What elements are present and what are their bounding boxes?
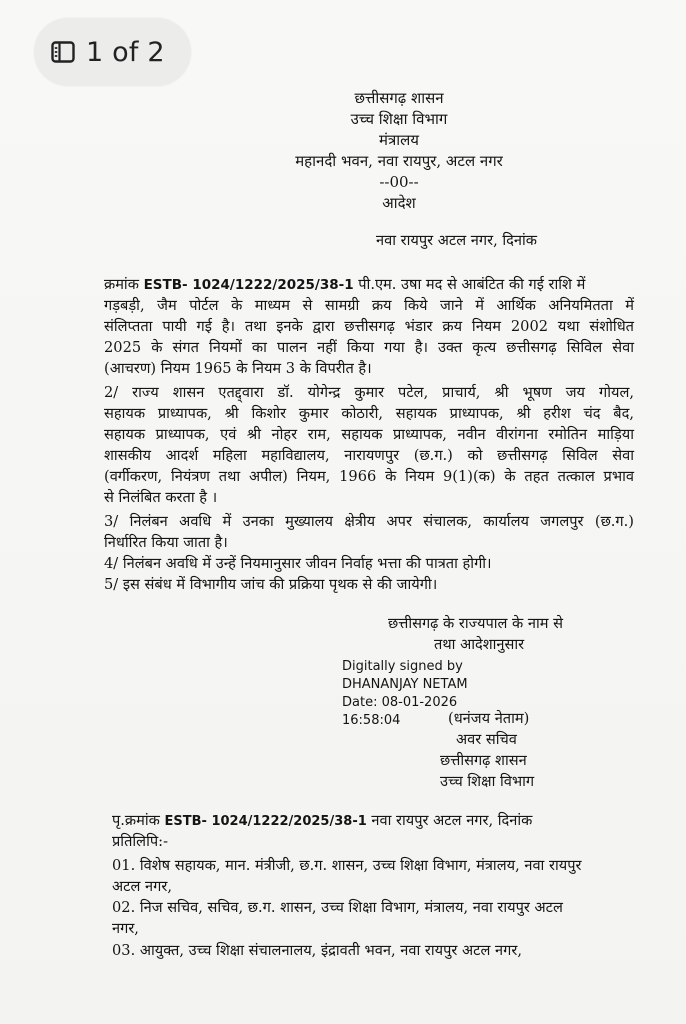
order-para5: 5/ इस संबंध में विभागीय जांच की प्रक्रिया पृथक से की जायेगी। [104, 576, 438, 593]
order-para4: 4/ निलंबन अवधि में उन्हें नियमानुसार जीवन निर्वाह भत्ता की पात्रता होगी। [104, 555, 492, 572]
copy-item-3-line1: 03. आयुक्त, उच्च शिक्षा संचालनालय, इंद्रावती भवन, नवा रायपुर अटल नगर, [112, 942, 522, 959]
digital-signature-time: 16:58:04 [342, 713, 401, 728]
order-para3-line1: 3/ निलंबन अवधि में उनका मुख्यालय क्षेत्रीय अपर संचालक, कार्यालय जगलपुर (छ.ग.) [104, 513, 634, 530]
page-list-icon [48, 37, 78, 67]
digital-signature-name: DHANANJAY NETAM [342, 677, 468, 692]
order-para2-line5: (वर्गीकरण, नियंत्रण तथा अपील) नियम, 1966 के नियम 9(1)(क) के तहत तत्काल प्रभाव [104, 468, 634, 485]
signatory-name: (धनंजय नेताम) [448, 710, 530, 727]
endorsement-place-date: नवा रायपुर अटल नगर, दिनांक [371, 812, 533, 829]
copy-label: प्रतिलिपि:- [112, 833, 168, 850]
page-indicator[interactable] [34, 18, 191, 86]
endorsement-line [112, 811, 532, 832]
endorsement-number: ESTB- 1024/1222/2025/38-1 [164, 814, 367, 829]
date-line: नवा रायपुर अटल नगर, दिनांक [376, 232, 537, 249]
authority-line1: छत्तीसगढ़ के राज्यपाल के नाम से [388, 615, 563, 632]
order-line-1 [104, 275, 634, 295]
authority-line2: तथा आदेशानुसार [434, 636, 525, 653]
copy-item-2-line1: 02. निज सचिव, सचिव, छ.ग. शासन, उच्च शिक्षा विभाग, मंत्रालय, नवा रायपुर अटल [112, 899, 563, 916]
header-ministry: मंत्रालय [378, 131, 419, 149]
header-separator: --00-- [379, 173, 419, 191]
digital-signature-label: Digitally signed by [342, 659, 463, 674]
signatory-office: छत्तीसगढ़ शासन [440, 752, 527, 769]
order-para2-line2: सहायक प्राध्यापक, श्री किशोर कुमार कोठारी, सहायक प्राध्यापक, श्री हरीश चंद बैद, [104, 405, 634, 422]
header-address: महानदी भवन, नवा रायपुर, अटल नगर [295, 152, 503, 170]
header-department: उच्च शिक्षा विभाग [350, 110, 448, 128]
copy-item-2-line2: नगर, [112, 920, 139, 937]
order-para2-line3: सहायक प्राध्यापक, एवं श्री नोहर राम, सहायक प्राध्यापक, नवीन वीरांगना रमोतिन माड़िया [104, 426, 634, 443]
order-para1-line2: गड़बड़ी, जैम पोर्टल के माध्यम से सामग्री क्रय किये जाने में आर्थिक अनियमितता में [104, 297, 634, 314]
header-order-title: आदेश [382, 194, 416, 212]
order-para2-line4: शासकीय आदर्श महिला महाविद्यालय, नारायणपुर (छ.ग.) को छत्तीसगढ़ सिविल सेवा [104, 447, 634, 464]
order-prefix: क्रमांक [104, 276, 139, 293]
order-para1-start: पी.एम. उषा मद से आबंटित की गई राशि में [358, 276, 586, 293]
order-number: ESTB- 1024/1222/2025/38-1 [143, 277, 354, 293]
endorsement-prefix: पृ.क्रमांक [112, 812, 160, 829]
digital-signature-date: Date: 08-01-2026 [342, 695, 458, 710]
header-govt: छत्तीसगढ़ शासन [354, 89, 444, 107]
signatory-designation: अवर सचिव [456, 731, 517, 748]
page-indicator-label: 1 of 2 [86, 36, 165, 68]
copy-item-1-line2: अटल नगर, [112, 878, 172, 895]
order-para2-line6: से निलंबित करता है । [104, 489, 218, 506]
order-para3-line2: निर्धारित किया जाता है। [104, 534, 228, 551]
order-para1-line3: संलिप्तता पायी गई है। तथा इनके द्वारा छत्तीसगढ़ भंडार क्रय नियम 2002 यथा संशोधित [104, 318, 634, 335]
order-para1-line4: 2025 के संगत नियमों का पालन नहीं किया गया है। उक्त कृत्य छत्तीसगढ़ सिविल सेवा [104, 339, 634, 356]
order-para1-line5: (आचरण) नियम 1965 के नियम 3 के विपरीत है। [104, 360, 372, 377]
signatory-department: उच्च शिक्षा विभाग [440, 773, 535, 790]
order-para2-line1: 2/ राज्य शासन एतद्द्वारा डॉ. योगेन्द्र कुमार पटेल, प्राचार्य, श्री भूषण जय गोयल, [104, 384, 634, 401]
copy-item-1-line1: 01. विशेष सहायक, मान. मंत्रीजी, छ.ग. शासन, उच्च शिक्षा विभाग, मंत्रालय, नवा रायपुर [112, 857, 582, 874]
